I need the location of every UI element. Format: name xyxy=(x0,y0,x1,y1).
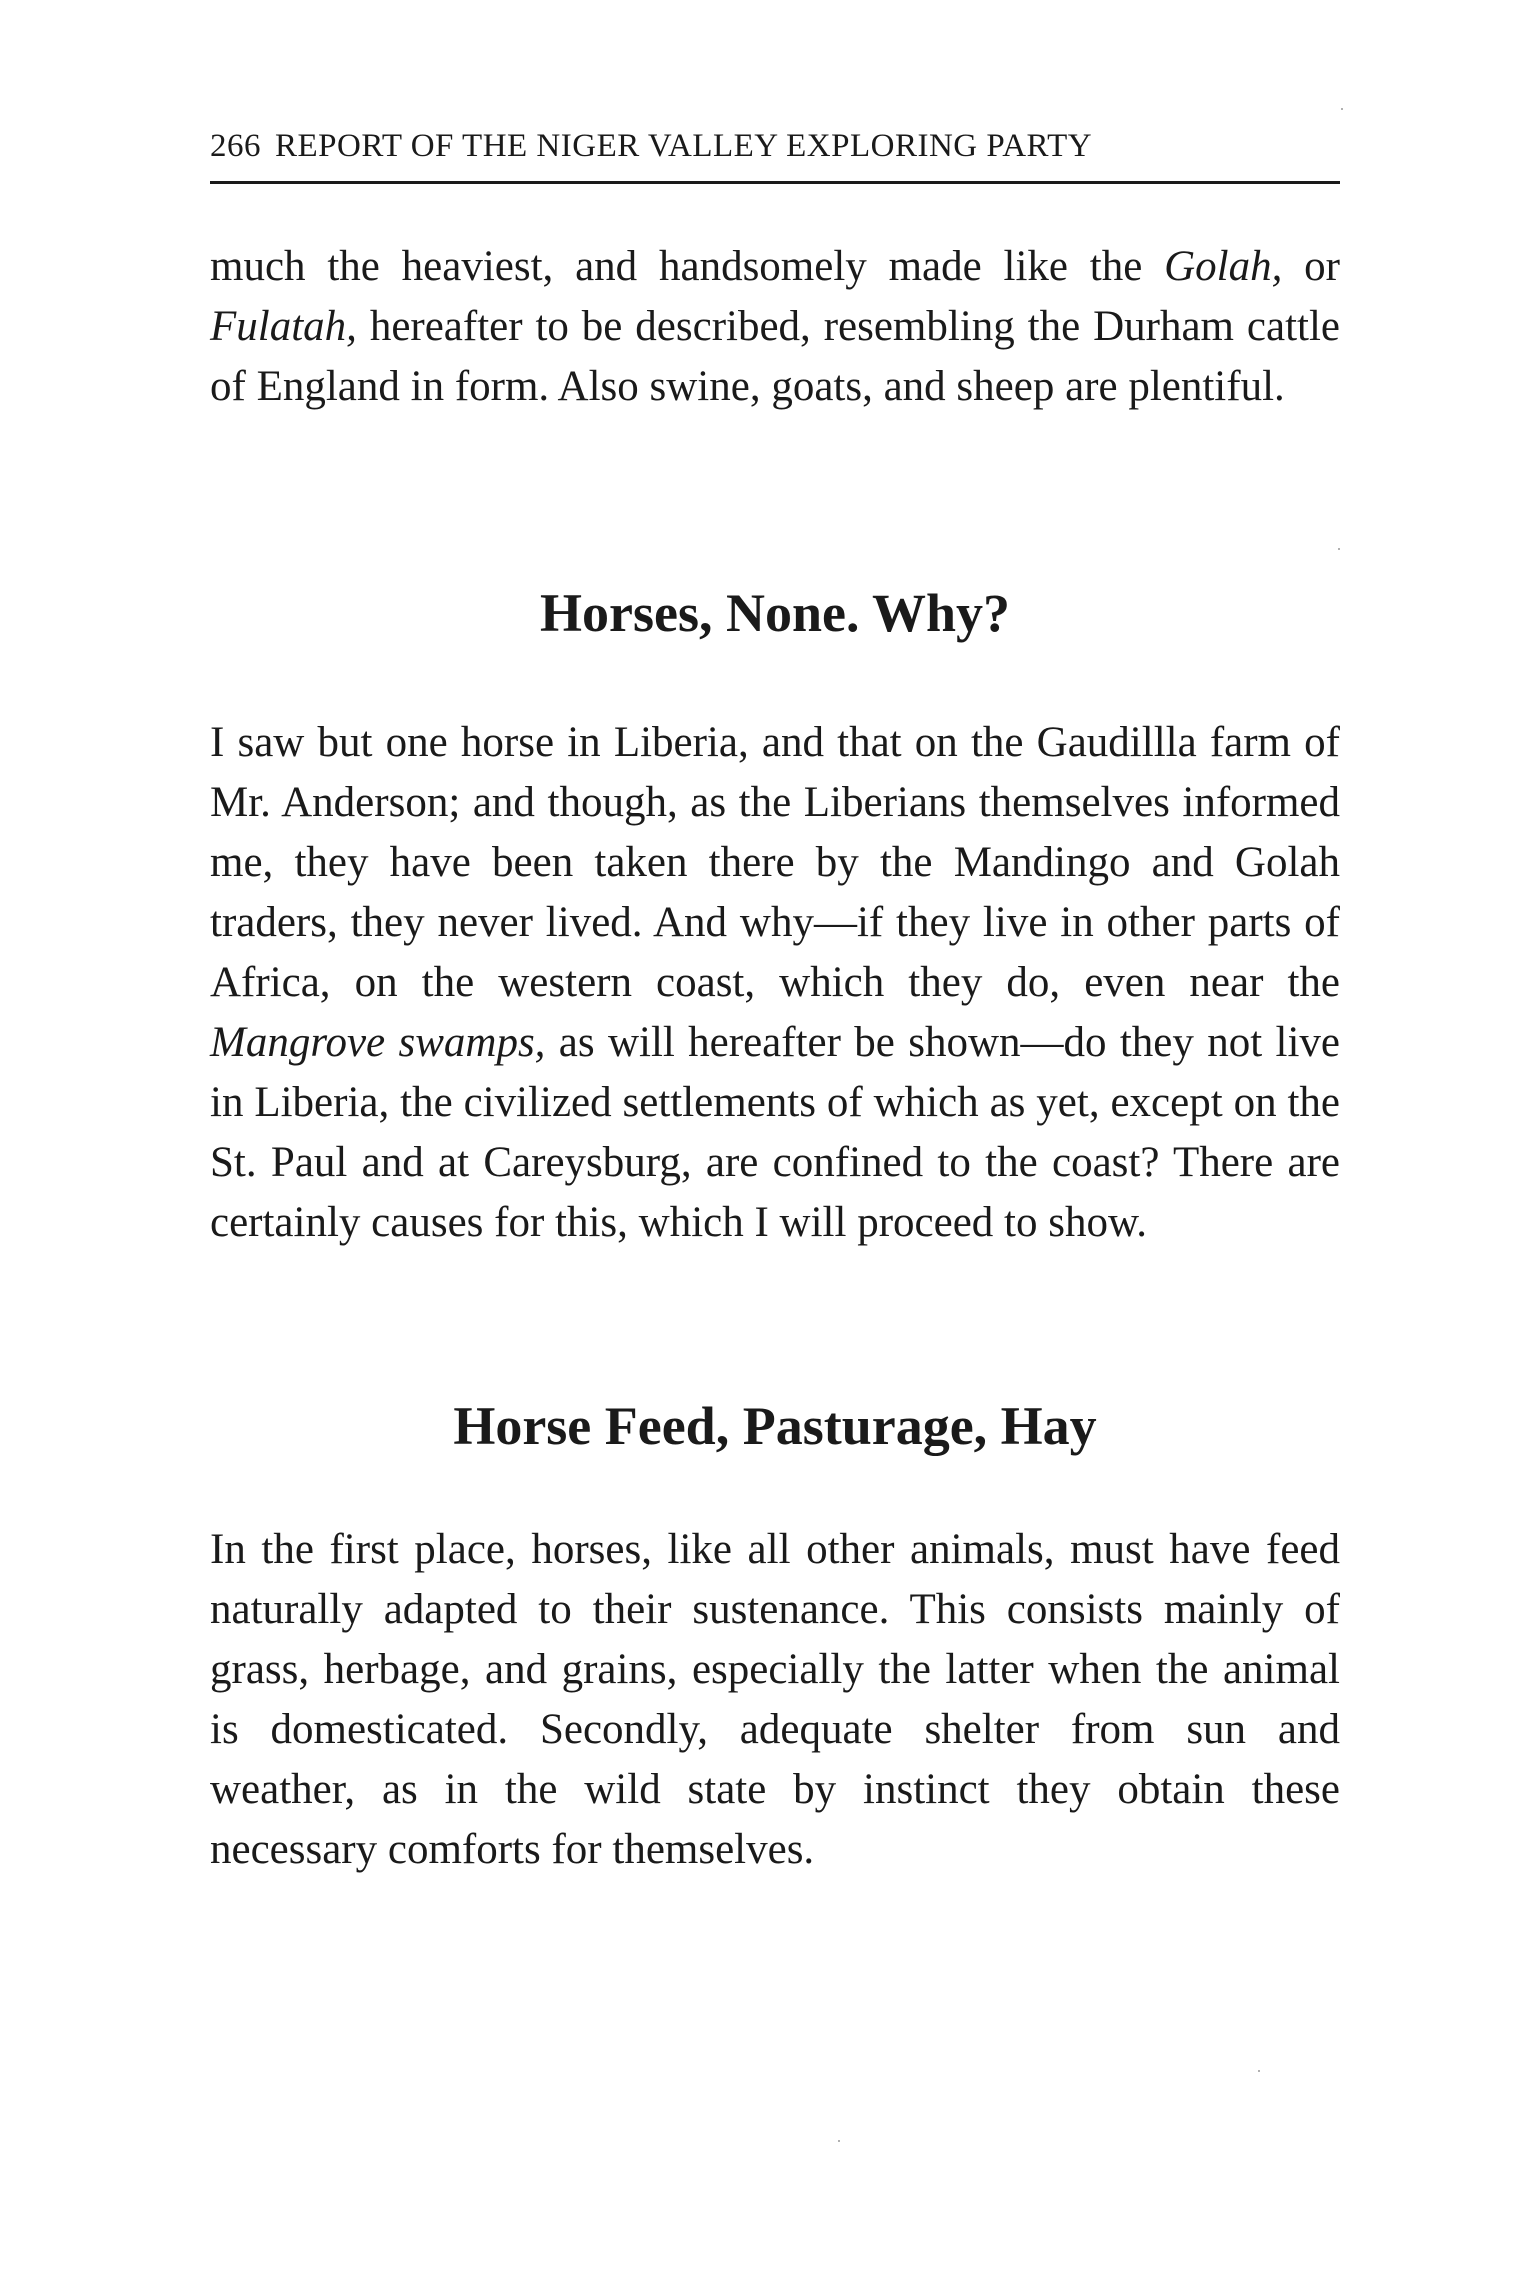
section-heading-horses: Horses, None. Why? xyxy=(539,583,1011,643)
running-head xyxy=(210,128,1340,165)
scan-speck xyxy=(1338,548,1340,550)
scan-speck xyxy=(1341,108,1343,110)
italic-term-mangrove: Mangrove swamps, xyxy=(210,1019,546,1066)
section-heading-horse-feed: Horse Feed, Pasturage, Hay xyxy=(453,1396,1097,1456)
paragraph-text: or xyxy=(1282,243,1340,290)
paragraph-horse-feed: In the first place, horses, like all other animals, must have feed naturally adapted to their sustenance. This consists mainly of grass, herbage, and grains, especially the latter when the animal is domesticated. Secondly, adequate shelter from sun and weather, as in the wild state by instinct they obtain these necessary comforts for themselves. xyxy=(210,1526,1340,1873)
running-head-title: REPORT OF THE NIGER VALLEY EXPLORING PARTY xyxy=(275,128,1093,164)
paragraph-text: hereafter to be described, resembling the Durham cattle of England in form. Also swine, goats, and sheep are plentiful. xyxy=(210,303,1340,410)
italic-term-golah: Golah, xyxy=(1164,243,1283,290)
paragraph-cattle xyxy=(210,237,1340,417)
header-rule xyxy=(210,181,1340,184)
page-number: 266 xyxy=(210,128,261,164)
paragraph-text: as will hereafter be shown—do they not live in Liberia, the civilized settlements of which as yet, except on the St. Paul and at Careysburg, are confined to the coast? There are certainly causes for this, which I will proceed to show. xyxy=(210,1019,1340,1246)
paragraph-text: I saw but one horse in Liberia, and that on the Gaudillla farm of Mr. Anderson; and though, as the Liberians themselves informed me, they have been taken there by the Mandingo and Golah traders, they never lived. And why—if they live in other parts of Africa, on the western coast, which they do, even near the xyxy=(210,719,1340,1006)
scan-speck xyxy=(1258,2070,1260,2072)
italic-term-fulatah: Fulatah, xyxy=(210,303,357,350)
scan-speck xyxy=(838,2140,840,2142)
paragraph-horses xyxy=(210,713,1340,1253)
paragraph-text: much the heaviest, and handsomely made like the xyxy=(210,243,1165,290)
